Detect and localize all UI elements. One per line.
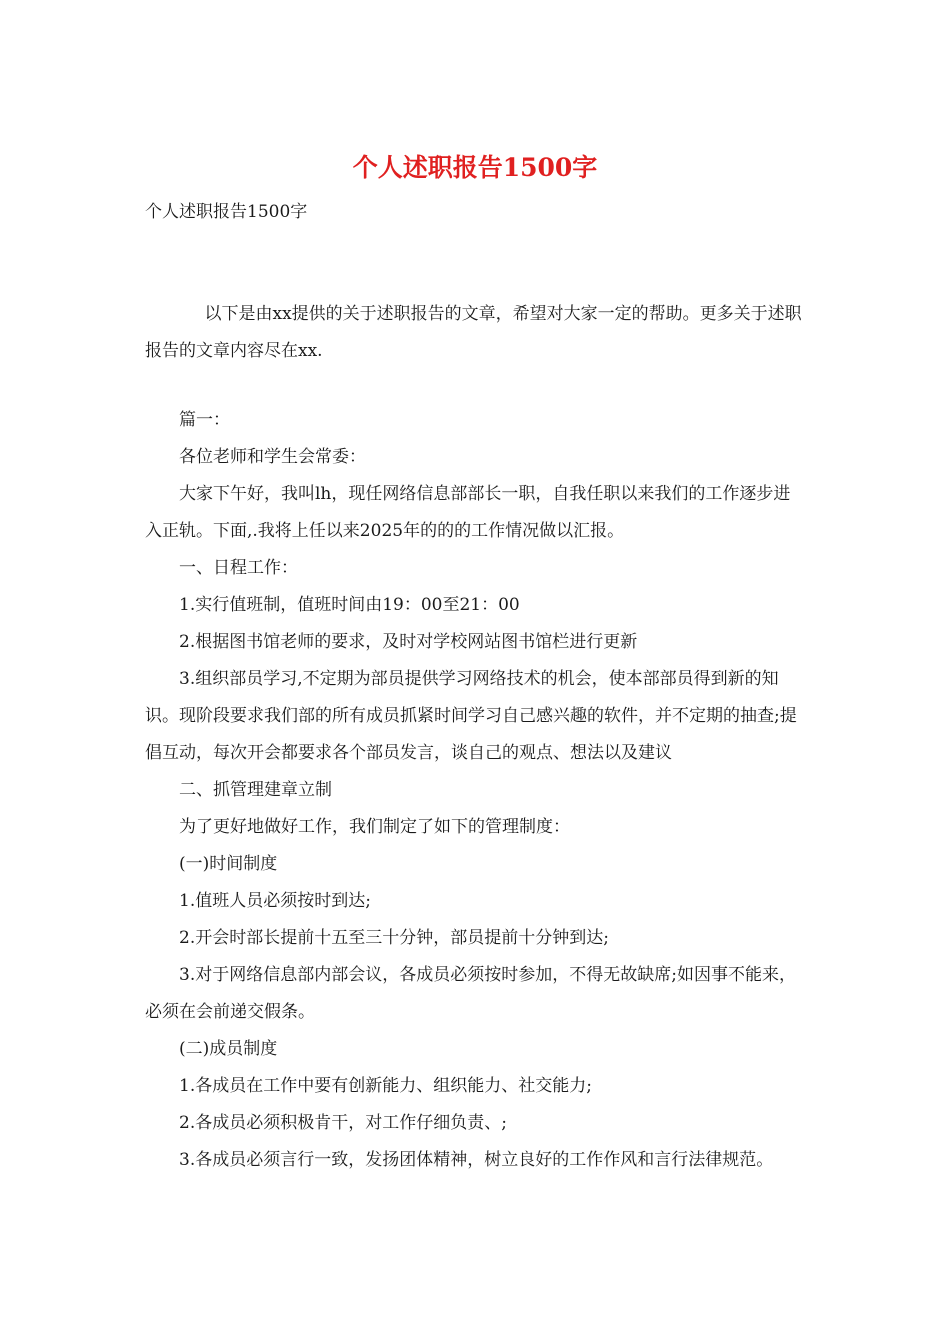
report-body (145, 402, 805, 1179)
paragraph: 为了更好地做好工作，我们制定了如下的管理制度： (179, 817, 570, 837)
document-subtitle: 个人述职报告1500字 (145, 202, 308, 222)
paragraph: 3.各成员必须言行一致，发扬团体精神，树立良好的工作作风和言行法律规范。 (179, 1150, 774, 1170)
paragraph: 1.值班人员必须按时到达; (179, 891, 371, 911)
paragraph: 篇一： (179, 410, 230, 430)
paragraph: 二、抓管理建章立制 (179, 780, 332, 800)
paragraph: 3.对于网络信息部内部会议，各成员必须按时参加，不得无故缺席;如因事不能来，必须在会前递交假条。 (145, 965, 796, 1022)
paragraph: 各位老师和学生会常委： (179, 447, 366, 467)
paragraph: 大家下午好，我叫lh，现任网络信息部部长一职，自我任职以来我们的工作逐步进入正轨。下面,.我将上任以来2025年的的的工作情况做以汇报。 (145, 484, 791, 541)
paragraph: 3.组织部员学习,不定期为部员提供学习网络技术的机会，使本部部员得到新的知识。现阶段要求我们部的所有成员抓紧时间学习自己感兴趣的软件，并不定期的抽查;提倡互动，每次开会都要求各个部员发言，谈自己的观点、想法以及建议 (145, 669, 797, 763)
paragraph: (一)时间制度 (179, 854, 278, 874)
paragraph: (二)成员制度 (179, 1039, 278, 1059)
intro-paragraph: 以下是由xx提供的关于述职报告的文章，希望对大家一定的帮助。更多关于述职报告的文章内容尽在xx. (145, 304, 802, 361)
paragraph: 1.各成员在工作中要有创新能力、组织能力、社交能力; (179, 1076, 592, 1096)
document-title: 个人述职报告1500字 (352, 153, 598, 182)
intro-section (145, 296, 805, 370)
paragraph: 1.实行值班制，值班时间由19：00至21：00 (179, 595, 520, 615)
paragraph: 2.开会时部长提前十五至三十分钟，部员提前十分钟到达; (179, 928, 609, 948)
paragraph: 一、日程工作： (179, 558, 298, 578)
paragraph: 2.各成员必须积极肯干，对工作仔细负责、; (179, 1113, 507, 1133)
paragraph: 2.根据图书馆老师的要求，及时对学校网站图书馆栏进行更新 (179, 632, 638, 652)
